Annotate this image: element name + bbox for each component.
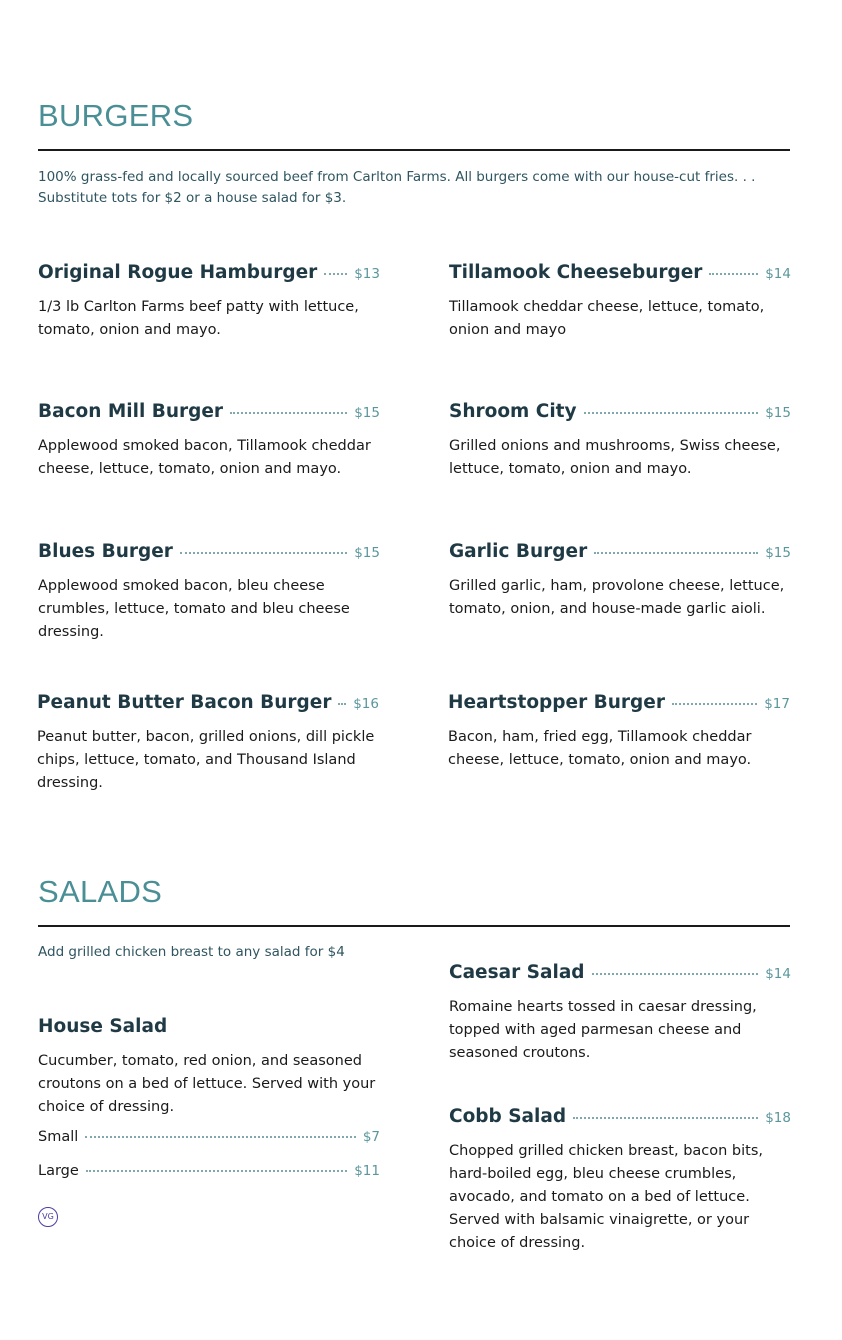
item-description: Cucumber, tomato, red onion, and seasoned croutons on a bed of lettuce. Served with your choice of dressing.: [38, 1053, 376, 1115]
dot-leader: [709, 273, 758, 275]
dot-leader: [85, 1136, 356, 1138]
dot-leader: [592, 973, 759, 975]
item-name: Shroom City: [449, 401, 577, 422]
dot-leader: [672, 703, 757, 705]
dot-leader: [324, 273, 347, 275]
item-name: House Salad: [38, 1016, 168, 1037]
dot-leader: [338, 703, 346, 705]
size-label: Large: [38, 1163, 79, 1179]
salads-section-title: SALADS: [38, 874, 163, 909]
size-option-large: [38, 1163, 380, 1187]
item-name: Original Rogue Hamburger: [38, 262, 318, 283]
item-name: Caesar Salad: [449, 962, 585, 983]
item-description: Applewood smoked bacon, bleu cheese crumbles, lettuce, tomato and bleu cheese dressing.: [38, 578, 350, 640]
item-description: Peanut butter, bacon, grilled onions, dill pickle chips, lettuce, tomato, and Thousand Island dressing.: [37, 729, 375, 791]
item-description: Chopped grilled chicken breast, bacon bits, hard-boiled egg, bleu cheese crumbles, avocado, and tomato on a bed of lettuce. Served with balsamic vinaigrette, or your choice of dressing.: [449, 1143, 764, 1251]
item-name: Bacon Mill Burger: [38, 401, 224, 422]
item-description: Tillamook cheddar cheese, lettuce, tomato, onion and mayo: [449, 299, 765, 338]
item-price: $14: [765, 966, 791, 982]
item-price: $17: [764, 696, 790, 712]
item-name: Blues Burger: [38, 541, 173, 562]
dot-leader: [594, 552, 758, 554]
item-name: Peanut Butter Bacon Burger: [37, 692, 332, 713]
burgers-intro-line1: 100% grass-fed and locally sourced beef from Carlton Farms. All burgers come with our house-cut fries. . .: [38, 169, 756, 185]
menu-item-caesar-salad: [449, 962, 791, 1065]
item-description: 1/3 lb Carlton Farms beef patty with lettuce, tomato, onion and mayo.: [38, 299, 359, 338]
vegan-badge-icon: VG: [38, 1207, 58, 1227]
menu-item-cobb-salad: [449, 1106, 791, 1255]
size-option-small: [38, 1129, 380, 1153]
item-description: Bacon, ham, fried egg, Tillamook cheddar cheese, lettuce, tomato, onion and mayo.: [448, 729, 752, 768]
size-price: $7: [362, 1129, 380, 1145]
item-description: Applewood smoked bacon, Tillamook cheddar cheese, lettuce, tomato, onion and mayo.: [38, 438, 371, 477]
item-price: $15: [354, 405, 380, 421]
item-price: $18: [765, 1110, 791, 1126]
burgers-divider: [38, 149, 790, 151]
menu-item-blues-burger: [38, 541, 380, 644]
item-name: Heartstopper Burger: [448, 692, 665, 713]
menu-item-house-salad: [38, 1016, 380, 1187]
dot-leader: [180, 552, 347, 554]
item-price: $13: [354, 266, 380, 282]
menu-item-peanut-butter-bacon-burger: [37, 692, 379, 795]
burgers-intro-line2: Substitute tots for $2 or a house salad for $3.: [38, 190, 347, 206]
item-price: $15: [765, 405, 791, 421]
item-name: Cobb Salad: [449, 1106, 567, 1127]
item-price: $16: [353, 696, 379, 712]
item-description: Romaine hearts tossed in caesar dressing, topped with aged parmesan cheese and seasoned croutons.: [449, 999, 757, 1061]
dot-leader: [573, 1117, 758, 1119]
menu-item-original-rogue-hamburger: [38, 262, 380, 342]
dot-leader: [86, 1170, 347, 1172]
salads-intro: Add grilled chicken breast to any salad for $4: [38, 944, 345, 960]
menu-item-tillamook-cheeseburger: [449, 262, 791, 342]
menu-item-bacon-mill-burger: [38, 401, 380, 481]
dot-leader: [584, 412, 759, 414]
item-price: $14: [765, 266, 791, 282]
burgers-section-title: BURGERS: [38, 98, 194, 133]
item-name: Garlic Burger: [449, 541, 588, 562]
item-name: Tillamook Cheeseburger: [449, 262, 703, 283]
dot-leader: [230, 412, 347, 414]
item-price: $15: [354, 545, 380, 561]
size-label: Small: [38, 1129, 79, 1145]
menu-item-garlic-burger: [449, 541, 791, 621]
size-price: $11: [354, 1163, 380, 1179]
menu-item-heartstopper-burger: [448, 692, 790, 772]
item-price: $15: [765, 545, 791, 561]
item-description: Grilled onions and mushrooms, Swiss cheese, lettuce, tomato, onion and mayo.: [449, 438, 781, 477]
menu-item-shroom-city: [449, 401, 791, 481]
salads-divider: [38, 925, 790, 927]
burgers-intro: [38, 167, 755, 209]
item-description: Grilled garlic, ham, provolone cheese, lettuce, tomato, onion, and house-made garlic aioli.: [449, 578, 785, 617]
